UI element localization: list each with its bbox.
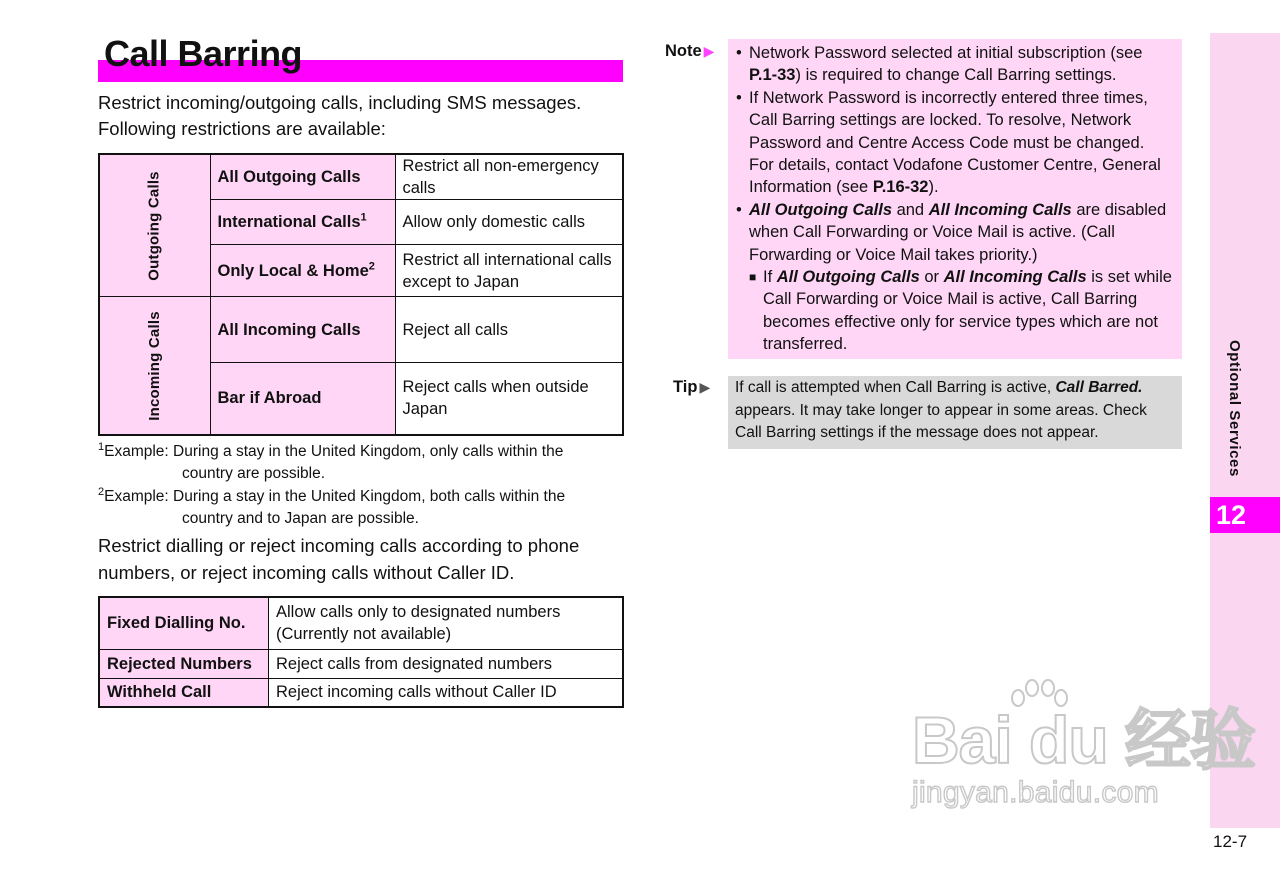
chapter-number: 12 [1216,500,1247,530]
note-bullet: • All Outgoing Calls and All Incoming Calls are disabled when Call Forwarding or Voice Mail is active. (Call Forwarding or Voice Mail takes priority.) [736,200,1167,264]
filter-desc: Allow calls only to designated numbers (Currently not available) [269,597,624,649]
option-desc: Reject all calls [395,297,623,363]
note-bullet: • If Network Password is incorrectly entered three times, Call Barring settings are locked. To resolve, Network Password and Centre Access Code must be changed. For details, contact Vodafone Customer Centre, General Information (see P.16-32). [736,88,1161,197]
table-row [99,154,623,200]
filter-label: Fixed Dialling No. [99,597,269,649]
footnote-2: $^2$Example: During a stay in the United Kingdom, both calls within the country and to Japan are possible. [98,485,566,527]
option-label: All Incoming Calls [210,297,395,363]
note-sub-bullet: ■ If All Outgoing Calls or All Incoming Calls is set while Call Forwarding or Voice Mail is active, Call Barring becomes effective only for service types which are not transferred. [749,268,1172,354]
intro-text [98,90,628,142]
filter-label: Withheld Call [99,678,269,707]
note-arrow-icon: ▶ [703,43,715,59]
call-filter-table [98,596,624,708]
footnote-marker: 1 [360,211,367,224]
option-desc: Restrict all international calls except to Japan [395,245,623,297]
intro-line: Following restrictions are available: [98,118,386,139]
option-desc: Reject calls when outside Japan [395,363,623,435]
table-row [99,597,623,649]
section-tab-label: Optional Services [1226,340,1243,477]
group-incoming-cell [99,297,210,435]
watermark-url: jingyan.baidu.com [912,776,1159,809]
tip-label: Tip ▶ [673,378,711,396]
group-outgoing-label: Outgoing Calls [145,171,163,281]
tip-arrow-icon: ▶ [699,379,711,395]
group-outgoing-cell [99,154,210,297]
filter-desc: Reject calls from designated numbers [269,649,624,678]
table-row [99,678,623,707]
option-label: All Outgoing Calls [210,154,395,200]
option-desc: Restrict all non-emergency calls [395,154,623,200]
intro-line: Restrict incoming/outgoing calls, including SMS messages. [98,92,582,113]
group-incoming-label: Incoming Calls [145,311,163,421]
option-label: Only Local & Home$^2$ [210,245,395,297]
square-bullet-icon: ■ [749,270,757,285]
note-bullet: • Network Password selected at initial subscription (see P.1-33) is required to change Call Barring settings. [736,44,1143,85]
option-desc: Allow only domestic calls [395,200,623,245]
note-box [728,39,1182,359]
option-label: Bar if Abroad [210,363,395,435]
page-number: 12-7 [1213,832,1248,851]
watermark-logo: Bai du 经验 [912,703,1256,777]
footnote-1: $^1$Example: During a stay in the United Kingdom, only calls within the country are possible. [98,440,564,482]
restrictions-table [98,153,624,436]
note-label: Note ▶ [665,42,715,60]
page-title: Call Barring [104,33,303,74]
filter-intro-text: Restrict dialling or reject incoming calls according to phone numbers, or reject incoming calls without Caller ID. [98,535,580,583]
filter-label: Rejected Numbers [99,649,269,678]
footnote-marker: 2 [368,260,375,272]
option-label: International Calls$^1$ [210,200,395,245]
table-row [99,297,623,363]
filter-desc: Reject incoming calls without Caller ID [269,678,624,707]
tip-box: If call is attempted when Call Barring is active, Call Barred. appears. It may take longer to appear in some areas. Check Call Barring settings if the message does not appear. [728,376,1182,449]
table-row [99,649,623,678]
